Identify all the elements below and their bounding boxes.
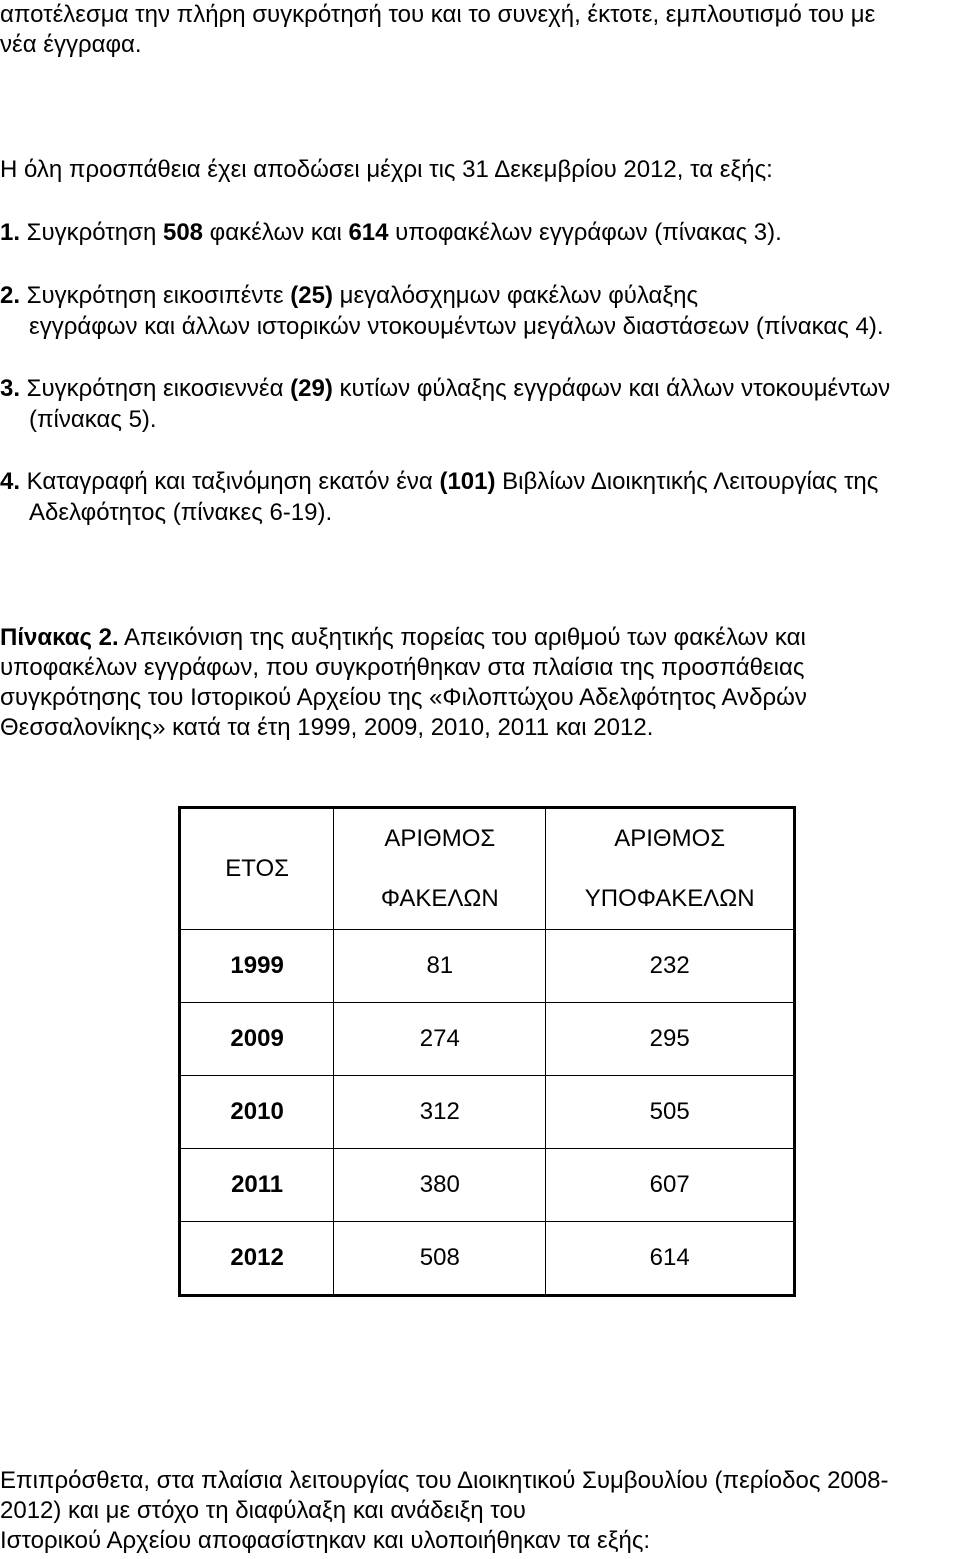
- cell-year: 2009: [180, 1003, 334, 1076]
- list-item-continuation: Αδελφότητος (πίνακες 6-19).: [29, 499, 333, 526]
- table-row: [180, 1076, 795, 1149]
- header-folders: ΑΡΙΘΜΟΣ ΦΑΚΕΛΩΝ: [334, 808, 546, 930]
- table-row: [180, 1149, 795, 1222]
- list-item-continuation: εγγράφων και άλλων ιστορικών ντοκουμέντων μεγάλων διαστάσεων (πίνακας 4).: [29, 313, 884, 340]
- cell-subfolders: 232: [546, 930, 795, 1003]
- caption-label: Πίνακας 2.: [0, 624, 119, 651]
- cell-year: 1999: [180, 930, 334, 1003]
- folders-table: [178, 806, 796, 1297]
- summary-paragraph: Η όλη προσπάθεια έχει αποδώσει μέχρι τις 31 Δεκεμβρίου 2012, τα εξής:: [0, 156, 773, 183]
- table-header-row: [180, 808, 795, 930]
- list-item: 2. Συγκρότηση εικοσιπέντε (25) μεγαλόσχημων φακέλων φύλαξης: [0, 282, 699, 309]
- cell-subfolders: 607: [546, 1149, 795, 1222]
- cell-subfolders: 295: [546, 1003, 795, 1076]
- list-item: 3. Συγκρότηση εικοσιεννέα (29) κυτίων φύλαξης εγγράφων και άλλων ντοκουμέντων: [0, 375, 891, 402]
- table-row: [180, 1003, 795, 1076]
- cell-folders: 380: [334, 1149, 546, 1222]
- cell-folders: 312: [334, 1076, 546, 1149]
- cell-year: 2011: [180, 1149, 334, 1222]
- cell-subfolders: 614: [546, 1222, 795, 1296]
- cell-folders: 274: [334, 1003, 546, 1076]
- cell-year: 2012: [180, 1222, 334, 1296]
- list-item: 1. Συγκρότηση 508 φακέλων και 614 υποφακέλων εγγράφων (πίνακας 3).: [0, 219, 782, 246]
- list-item: 4. Καταγραφή και ταξινόμηση εκατόν ένα (101) Βιβλίων Διοικητικής Λειτουργίας της: [0, 468, 879, 495]
- cell-folders: 508: [334, 1222, 546, 1296]
- table-row: [180, 1222, 795, 1296]
- table-row: [180, 930, 795, 1003]
- cell-folders: 81: [334, 930, 546, 1003]
- list-item-continuation: (πίνακας 5).: [29, 406, 157, 433]
- intro-line-1: αποτέλεσμα την πλήρη συγκρότησή του και το συνεχή, έκτοτε, εμπλουτισμό του με: [0, 1, 876, 28]
- cell-year: 2010: [180, 1076, 334, 1149]
- cell-subfolders: 505: [546, 1076, 795, 1149]
- intro-line-2: νέα έγγραφα.: [0, 31, 142, 58]
- header-year: ΕΤΟΣ: [180, 808, 334, 930]
- header-subfolders: ΑΡΙΘΜΟΣ ΥΠΟΦΑΚΕΛΩΝ: [546, 808, 795, 930]
